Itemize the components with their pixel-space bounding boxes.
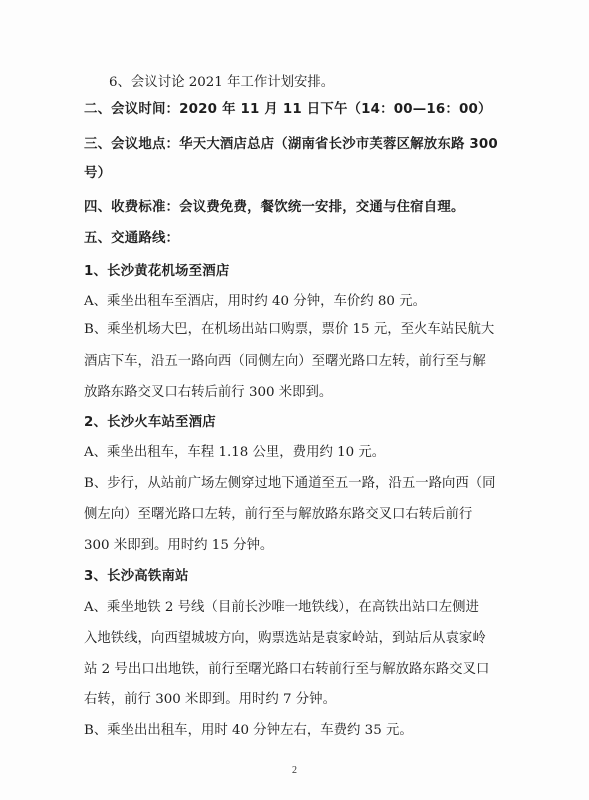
route-3-option-a: A、乘坐地铁 2 号线（目前长沙唯一地铁线），在高铁出站口左侧进 (84, 600, 479, 615)
fee-standard: 四、收费标准：会议费免费，餐饮统一安排，交通与住宿自理。 (84, 200, 465, 215)
route-2-option-a: A、乘坐出租车，车程 1.18 公里，费用约 10 元。 (84, 445, 386, 460)
route-3-option-a-cont1: 入地铁线，向西望城坡方向，购票选站是袁家岭站，到站后从袁家岭 (84, 631, 486, 646)
route-3-option-b: B、乘坐出出租车，用时 40 分钟左右，车费约 35 元。 (84, 723, 413, 738)
route-1-option-b-cont1: 酒店下车，沿五一路向西（同侧左向）至曙光路口左转，前行至与解 (84, 354, 486, 369)
route-1-option-b: B、乘坐机场大巴，在机场出站口购票，票价 15 元，至火车站民航大 (84, 322, 495, 337)
route-3-option-a-cont2: 站 2 号出口出地铁，前行至曙光路口右转前行至与解放路东路交叉口 (84, 662, 490, 677)
meeting-location: 三、会议地点：华天大酒店总店（湖南省长沙市芙蓉区解放东路 300 (84, 137, 498, 152)
route-3-heading: 3、长沙高铁南站 (84, 569, 189, 584)
route-2-option-b-cont1: 侧左向）至曙光路口左转，前行至与解放路东路交叉口右转后前行 (84, 507, 473, 522)
page-number: 2 (292, 765, 297, 776)
route-1-option-a: A、乘坐出租车至酒店，用时约 40 分钟，车价约 80 元。 (84, 294, 426, 309)
route-3-option-a-cont3: 右转，前行 300 米即到。用时约 7 分钟。 (84, 692, 336, 707)
traffic-route-heading: 五、交通路线： (84, 231, 180, 246)
route-2-heading: 2、长沙火车站至酒店 (84, 415, 216, 430)
route-2-option-b-cont2: 300 米即到。用时约 15 分钟。 (84, 538, 274, 553)
meeting-location-cont: 号） (84, 166, 112, 181)
agenda-item-6: 6、会议讨论 2021 年工作计划安排。 (109, 75, 335, 90)
route-1-option-b-cont2: 放路东路交叉口右转后前行 300 米即到。 (84, 385, 333, 400)
route-2-option-b: B、步行，从站前广场左侧穿过地下通道至五一路，沿五一路向西（同 (84, 476, 496, 491)
meeting-time: 二、会议时间：2020 年 11 月 11 日下午（14：00—16：00） (84, 102, 492, 117)
route-1-heading: 1、长沙黄花机场至酒店 (84, 264, 230, 279)
